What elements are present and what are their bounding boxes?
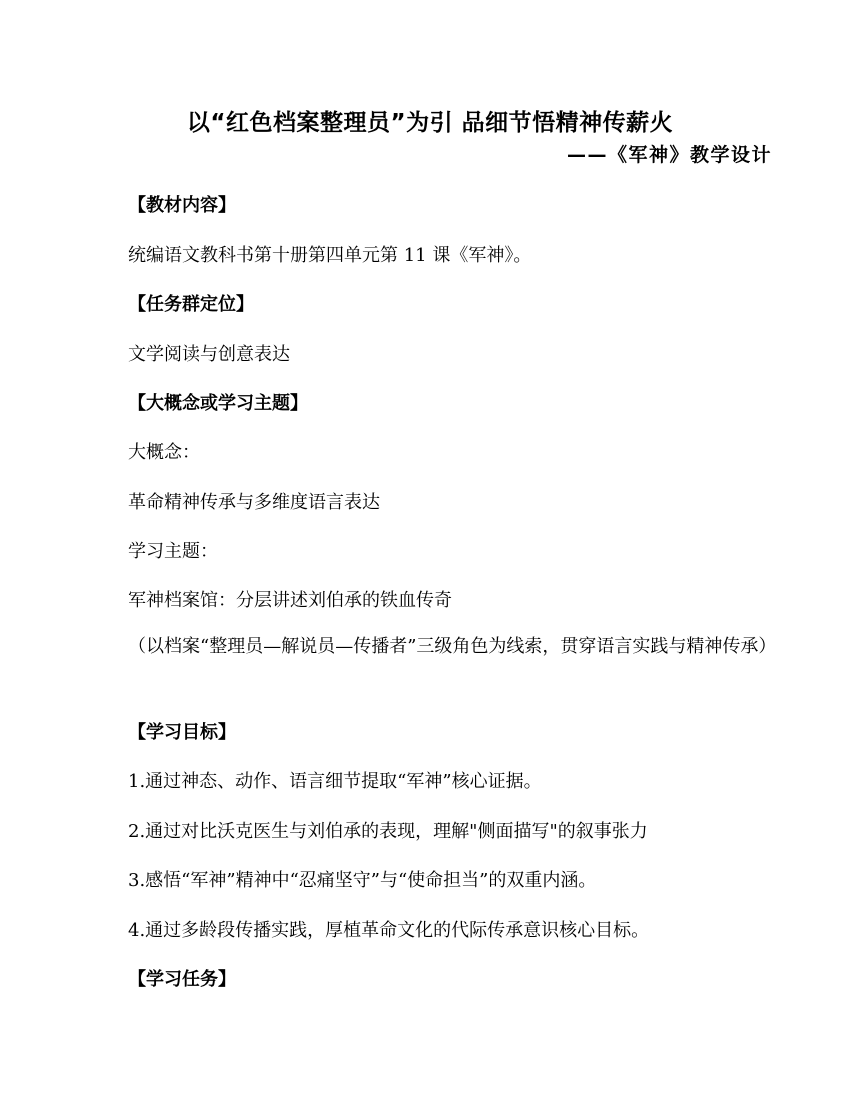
- objective-item: 2.通过对比沃克医生与刘伯承的表现，理解"侧面描写"的叙事张力: [128, 821, 648, 842]
- section-heading-objectives: 【学习目标】: [128, 722, 236, 743]
- material-text: 统编语文教科书第十册第四单元第 11 课《军神》。: [128, 245, 532, 266]
- learning-theme-label: 学习主题：: [128, 541, 218, 562]
- task-group-text: 文学阅读与创意表达: [128, 344, 290, 365]
- big-concept-label: 大概念：: [128, 442, 200, 463]
- learning-theme-text: 军神档案馆：分层讲述刘伯承的铁血传奇: [128, 590, 452, 611]
- section-heading-task-group: 【任务群定位】: [128, 294, 254, 315]
- document-subtitle: ——《军神》教学设计: [566, 144, 772, 166]
- section-heading-material: 【教材内容】: [128, 195, 236, 216]
- learning-theme-note: （以档案“整理员—解说员—传播者”三级角色为线索，贯穿语言实践与精神传承）: [128, 636, 777, 657]
- document-title: 以“红色档案整理员”为引 品细节悟精神传薪火: [186, 110, 674, 136]
- section-heading-tasks: 【学习任务】: [128, 969, 236, 990]
- objective-item: 1.通过神态、动作、语言细节提取“军神”核心证据。: [128, 771, 542, 792]
- big-concept-text: 革命精神传承与多维度语言表达: [128, 492, 380, 513]
- objective-item: 3.感悟“军神”精神中“忍痛坚守”与“使命担当”的双重内涵。: [128, 870, 597, 891]
- objective-item: 4.通过多龄段传播实践，厚植革命文化的代际传承意识核心目标。: [128, 920, 650, 941]
- section-heading-big-concept: 【大概念或学习主题】: [128, 393, 308, 414]
